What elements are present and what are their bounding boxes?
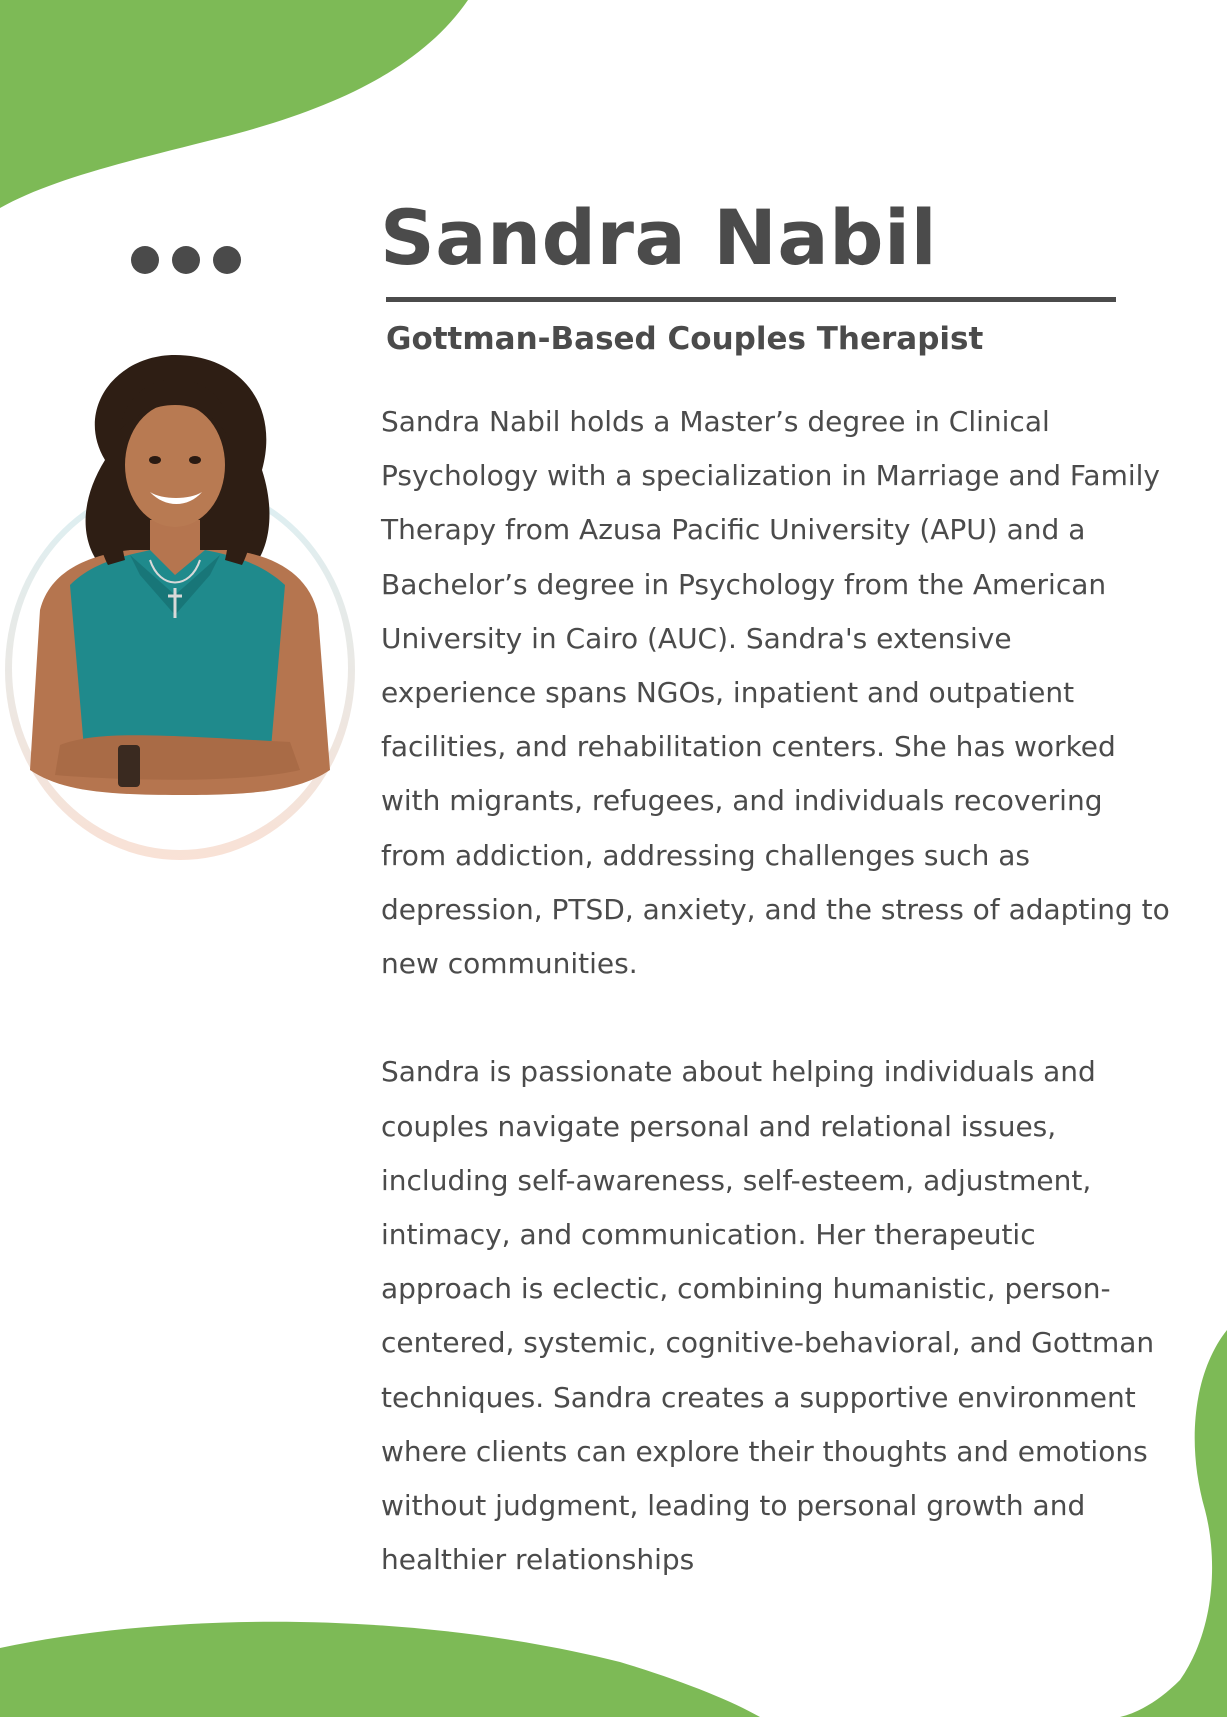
dot	[172, 246, 200, 274]
bottom-blob	[0, 1622, 760, 1717]
bio-paragraph-1: Sandra Nabil holds a Master’s degree in Clinical Psychology with a specialization in Marriage and Family Therapy from Azusa Pacific University (APU) and a Bachelor’s degree in Psychology from the American University in Cairo (AUC). Sandra's extensive experience spans NGOs, inpatient and outpatient facilities, and rehabilitation centers. She has worked with migrants, refugees, and individuals recovering from addiction, addressing challenges such as depression, PTSD, anxiety, and the stress of adapting to new communities.	[381, 405, 1170, 981]
top-left-blob	[0, 0, 468, 208]
three-dots-icon	[131, 246, 241, 274]
bio-paragraph-2: Sandra is passionate about helping individuals and couples navigate personal and relational issues, including self-awareness, self-esteem, adjustment, intimacy, and communication. Her therapeutic approach is eclectic, combining humanistic, person-centered, systemic, cognitive-behavioral, and Gottman techniques. Sandra creates a supportive environment where clients can explore their thoughts and emotions without judgment, leading to personal growth and healthier relationships	[381, 1055, 1155, 1577]
profile-title: Gottman-Based Couples Therapist	[386, 321, 984, 357]
profile-bio	[381, 395, 1171, 1587]
profile-name: Sandra Nabil	[380, 193, 938, 282]
dot	[131, 246, 159, 274]
profile-photo	[0, 350, 360, 880]
title-divider	[386, 297, 1116, 302]
dot	[213, 246, 241, 274]
